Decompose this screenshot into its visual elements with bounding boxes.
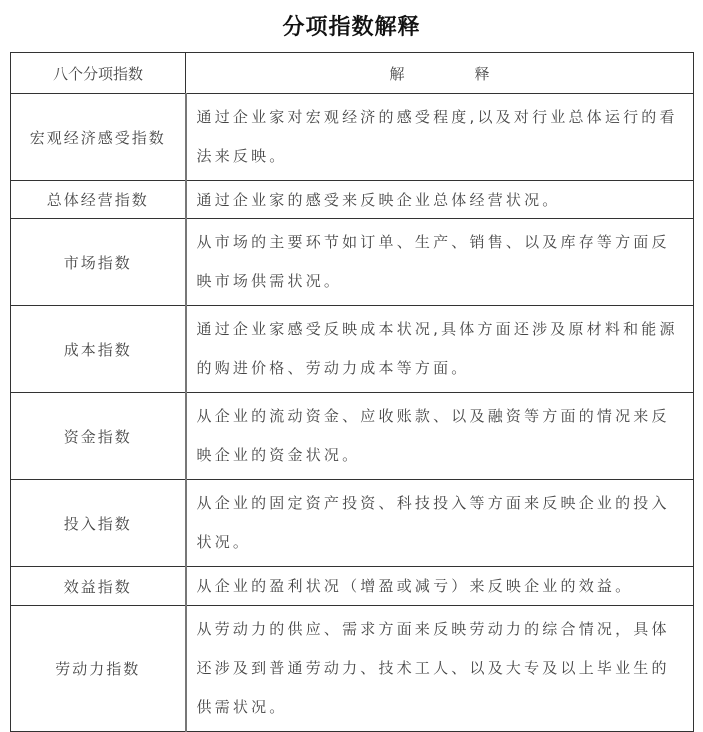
index-name: 总体经营指数 [11, 181, 186, 219]
table-row [11, 94, 694, 181]
header-explanation-char-1: 解 [389, 64, 405, 83]
page-title: 分项指数解释 [282, 15, 421, 40]
table-row [11, 181, 694, 219]
index-description: 从企业的流动资金、应收账款、以及融资等方面的情况来反映企业的资金状况。 [186, 393, 694, 480]
table-row [11, 219, 694, 306]
index-name: 市场指数 [11, 219, 186, 306]
index-name: 宏观经济感受指数 [11, 94, 186, 181]
index-name: 投入指数 [11, 480, 186, 567]
header-explanation-char-2: 释 [474, 64, 490, 83]
index-name: 资金指数 [11, 393, 186, 480]
index-description: 通过企业家的感受来反映企业总体经营状况。 [186, 181, 694, 219]
index-name: 劳动力指数 [11, 606, 186, 732]
table-row [11, 306, 694, 393]
index-description: 从劳动力的供应、需求方面来反映劳动力的综合情况，具体还涉及到普通劳动力、技术工人、以及大专及以上毕业生的供需状况。 [186, 606, 694, 732]
table-row [11, 606, 694, 732]
table-header-row [11, 53, 694, 94]
index-name: 成本指数 [11, 306, 186, 393]
table-row [11, 480, 694, 567]
table-row [11, 393, 694, 480]
index-explanation-table [10, 52, 694, 732]
header-index-name: 八个分项指数 [11, 53, 186, 94]
index-description: 从企业的固定资产投资、科技投入等方面来反映企业的投入状况。 [186, 480, 694, 567]
table-row [11, 567, 694, 606]
index-name: 效益指数 [11, 567, 186, 606]
index-description: 通过企业家对宏观经济的感受程度,以及对行业总体运行的看法来反映。 [186, 94, 694, 181]
header-explanation [186, 53, 694, 94]
index-description: 从市场的主要环节如订单、生产、销售、以及库存等方面反映市场供需状况。 [186, 219, 694, 306]
index-description: 通过企业家感受反映成本状况,具体方面还涉及原材料和能源的购进价格、劳动力成本等方面。 [186, 306, 694, 393]
index-description: 从企业的盈利状况（增盈或减亏）来反映企业的效益。 [186, 567, 694, 606]
